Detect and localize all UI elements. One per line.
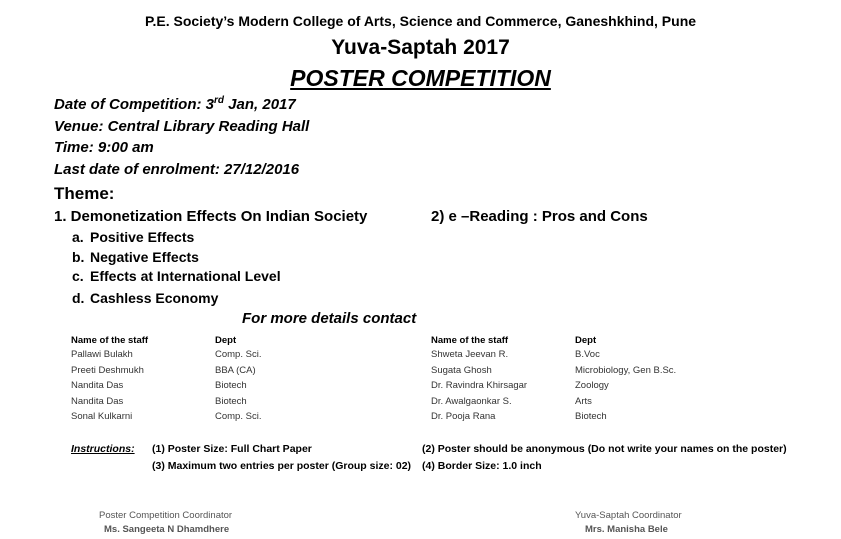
table-row	[431, 347, 725, 363]
left-coordinator-name: Ms. Sangeeta N Dhamdhere	[104, 524, 230, 535]
staff-dept: Arts	[575, 395, 592, 407]
table-row	[431, 409, 725, 425]
staff-table-right	[431, 333, 725, 425]
subtopic-text: Negative Effects	[90, 249, 199, 265]
left-coordinator-role: Poster Competition Coordinator	[99, 510, 233, 521]
date-suffix: Jan, 2017	[224, 96, 296, 113]
competition-date	[54, 95, 296, 113]
venue: Venue: Central Library Reading Hall	[54, 118, 310, 135]
staff-dept: Biotech	[215, 380, 247, 392]
staff-dept: Comp. Sci.	[215, 411, 262, 423]
subtopic-text: Cashless Economy	[90, 290, 219, 306]
contact-heading: For more details contact	[242, 310, 417, 327]
instructions-label: Instructions:	[71, 443, 135, 455]
staff-dept: Microbiology, Gen B.Sc.	[575, 364, 677, 376]
subtopic-text: Effects at International Level	[90, 268, 281, 284]
staff-table-left	[71, 333, 335, 425]
college-name: P.E. Society’s Modern College of Arts, Science and Commerce, Ganeshkhind, Pune	[144, 13, 697, 29]
staff-name: Pallawi Bulakh	[71, 349, 133, 361]
staff-name: Preeti Deshmukh	[71, 364, 144, 376]
subtopic-item	[72, 229, 194, 245]
instruction-item: (4) Border Size: 1.0 inch	[422, 460, 542, 472]
staff-name: Dr. Ravindra Khirsagar	[431, 380, 528, 392]
subtopic-letter: c.	[72, 268, 84, 284]
subtopic-item	[72, 249, 199, 265]
staff-dept: Biotech	[215, 395, 247, 407]
instruction-item: (2) Poster should be anonymous (Do not write your names on the poster)	[422, 443, 787, 455]
instruction-item: (3) Maximum two entries per poster (Group size: 02)	[152, 460, 412, 472]
instruction-item: (1) Poster Size: Full Chart Paper	[152, 443, 312, 455]
right-coordinator-name: Mrs. Manisha Bele	[585, 524, 668, 535]
column-header-name: Name of the staff	[431, 334, 509, 346]
subtopic-letter: a.	[72, 229, 84, 245]
subtopic-item	[72, 290, 218, 306]
staff-dept: Zoology	[575, 380, 609, 392]
theme-heading: Theme:	[54, 184, 115, 203]
column-header-dept: Dept	[215, 334, 237, 346]
staff-name: Sonal Kulkarni	[71, 411, 133, 423]
column-header-dept: Dept	[575, 334, 597, 346]
time: Time: 9:00 am	[54, 139, 154, 156]
theme-topic-2: 2) e –Reading : Pros and Cons	[431, 208, 648, 225]
table-row	[71, 347, 335, 363]
date-prefix: Date of Competition: 3	[54, 96, 214, 113]
table-row	[431, 378, 725, 394]
date-ordinal: rd	[214, 95, 224, 106]
staff-dept: Comp. Sci.	[215, 349, 262, 361]
competition-title: POSTER COMPETITION	[290, 65, 551, 91]
right-coordinator-role: Yuva-Saptah Coordinator	[575, 510, 682, 521]
last-enrolment-date: Last date of enrolment: 27/12/2016	[54, 161, 300, 178]
table-row	[71, 363, 335, 379]
table-row	[431, 394, 725, 410]
table-row	[431, 363, 725, 379]
column-header-name: Name of the staff	[71, 334, 149, 346]
staff-name: Shweta Jeevan R.	[431, 349, 509, 361]
staff-dept: BBA (CA)	[215, 364, 256, 376]
staff-name: Nandita Das	[71, 395, 124, 407]
event-title: Yuva-Saptah 2017	[331, 36, 510, 59]
subtopic-letter: d.	[72, 290, 85, 306]
theme-topic-1: 1. Demonetization Effects On Indian Society	[54, 208, 368, 225]
staff-name: Dr. Awalgaonkar S.	[431, 395, 512, 407]
table-header-row	[431, 333, 725, 347]
table-row	[71, 394, 335, 410]
subtopic-item	[72, 268, 281, 284]
subtopic-text: Positive Effects	[90, 229, 195, 245]
table-row	[71, 378, 335, 394]
staff-dept: Biotech	[575, 411, 607, 423]
staff-name: Dr. Pooja Rana	[431, 411, 496, 423]
staff-name: Nandita Das	[71, 380, 124, 392]
subtopic-letter: b.	[72, 249, 85, 265]
table-header-row	[71, 333, 335, 347]
staff-dept: B.Voc	[575, 349, 600, 361]
staff-name: Sugata Ghosh	[431, 364, 492, 376]
table-row	[71, 409, 335, 425]
